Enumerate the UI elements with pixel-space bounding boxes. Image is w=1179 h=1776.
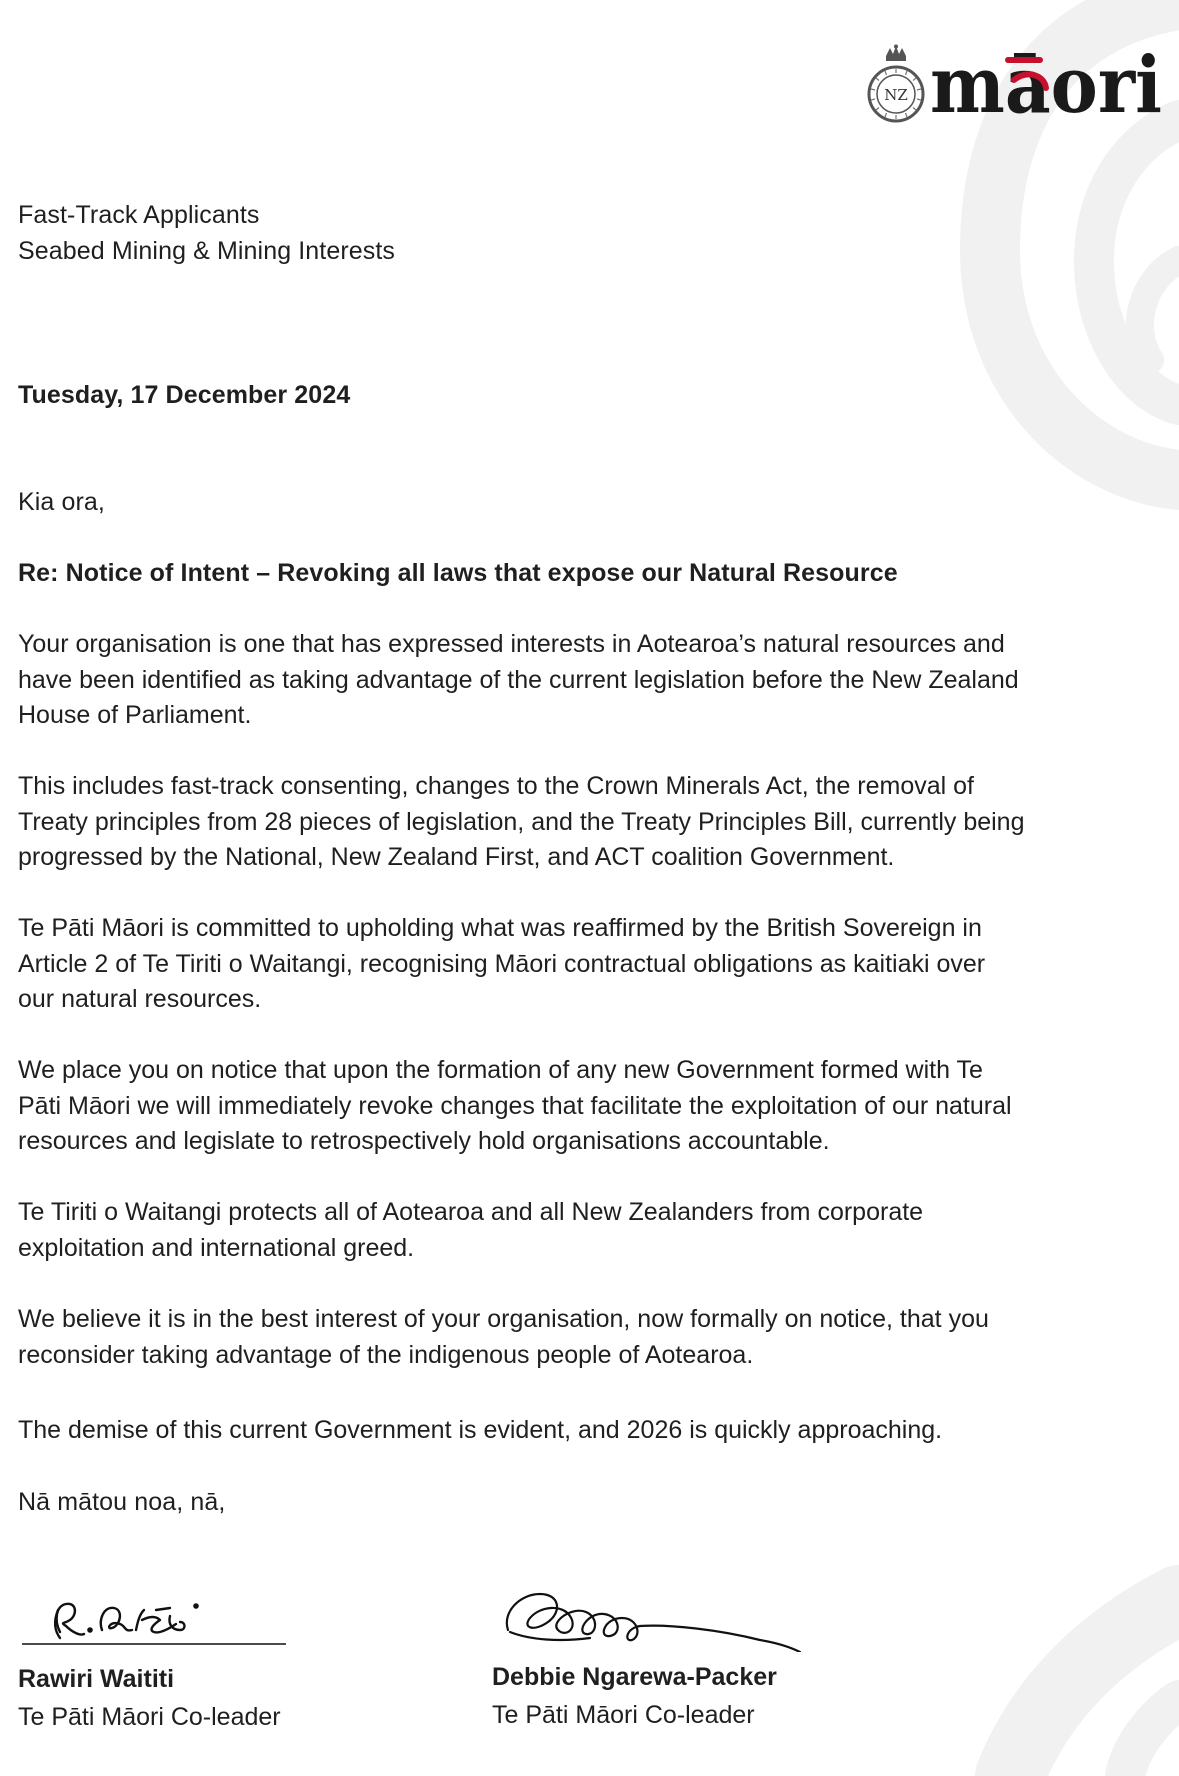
body-paragraph-1 [18, 627, 1128, 734]
paragraph-line: progressed by the National, New Zealand First, and ACT coalition Government. [18, 843, 895, 872]
paragraph-line: reconsider taking advantage of the indigenous people of Aotearoa. [18, 1340, 754, 1369]
signature-debbie-ngarewa-packer [500, 1582, 810, 1652]
body-paragraph-6 [18, 1302, 1128, 1373]
recipient-subtitle: Seabed Mining & Mining Interests [18, 237, 396, 265]
parliament-crest-icon [866, 44, 926, 124]
maori-wordmark [930, 40, 1166, 128]
subject-line: Re: Notice of Intent – Revoking all laws that expose our Natural Resource [18, 559, 898, 587]
body-paragraph-4 [18, 1053, 1128, 1160]
paragraph-line: Te Pāti Māori is committed to upholding what was reaffirmed by the British Sovereign in [18, 914, 982, 942]
paragraph-line: have been identified as taking advantage of the current legislation before the New Zealand [18, 665, 1019, 694]
paragraph-line: The demise of this current Government is evident, and 2026 is quickly approaching. [18, 1416, 943, 1444]
paragraph-line: our natural resources. [18, 985, 262, 1014]
letter-date: Tuesday, 17 December 2024 [18, 381, 351, 409]
paragraph-line: House of Parliament. [18, 701, 252, 730]
party-logo [866, 40, 1166, 128]
paragraph-line: resources and legislate to retrospectively hold organisations accountable. [18, 1127, 830, 1156]
paragraph-line: This includes fast-track consenting, changes to the Crown Minerals Act, the removal of [18, 772, 975, 800]
closing: Nā mātou noa, nā, [18, 1488, 226, 1516]
recipient-name: Fast-Track Applicants [18, 201, 260, 229]
wordmark-text: māori [930, 40, 1162, 128]
signatory-role: Te Pāti Māori Co-leader [18, 1703, 281, 1731]
body-paragraph-5 [18, 1195, 1128, 1266]
signatory-1 [18, 1660, 281, 1736]
signatory-role: Te Pāti Māori Co-leader [492, 1701, 755, 1729]
paragraph-line: We believe it is in the best interest of your organisation, now formally on notice, that you [18, 1305, 989, 1333]
paragraph-line: exploitation and international greed. [18, 1233, 415, 1262]
signatory-2 [492, 1658, 777, 1734]
signature-rawiri-waititi [20, 1590, 290, 1650]
body-paragraph-3 [18, 911, 1128, 1018]
greeting: Kia ora, [18, 488, 105, 516]
crest-text: NZ [884, 86, 908, 104]
paragraph-line: Your organisation is one that has expressed interests in Aotearoa’s natural resources and [18, 630, 1005, 658]
paragraph-line: Pāti Māori we will immediately revoke changes that facilitate the exploitation of our natural [18, 1091, 1012, 1120]
signatory-name: Rawiri Waititi [18, 1665, 175, 1693]
paragraph-line: Article 2 of Te Tiriti o Waitangi, recognising Māori contractual obligations as kaitiaki over [18, 949, 986, 978]
paragraph-line: Treaty principles from 28 pieces of legislation, and the Treaty Principles Bill, currently being [18, 807, 1025, 836]
paragraph-line: We place you on notice that upon the formation of any new Government formed with Te [18, 1056, 983, 1084]
body-paragraph-7 [18, 1413, 1128, 1449]
signatory-name: Debbie Ngarewa-Packer [492, 1663, 777, 1691]
body-paragraph-2 [18, 769, 1128, 876]
paragraph-line: Te Tiriti o Waitangi protects all of Aotearoa and all New Zealanders from corporate [18, 1198, 924, 1226]
